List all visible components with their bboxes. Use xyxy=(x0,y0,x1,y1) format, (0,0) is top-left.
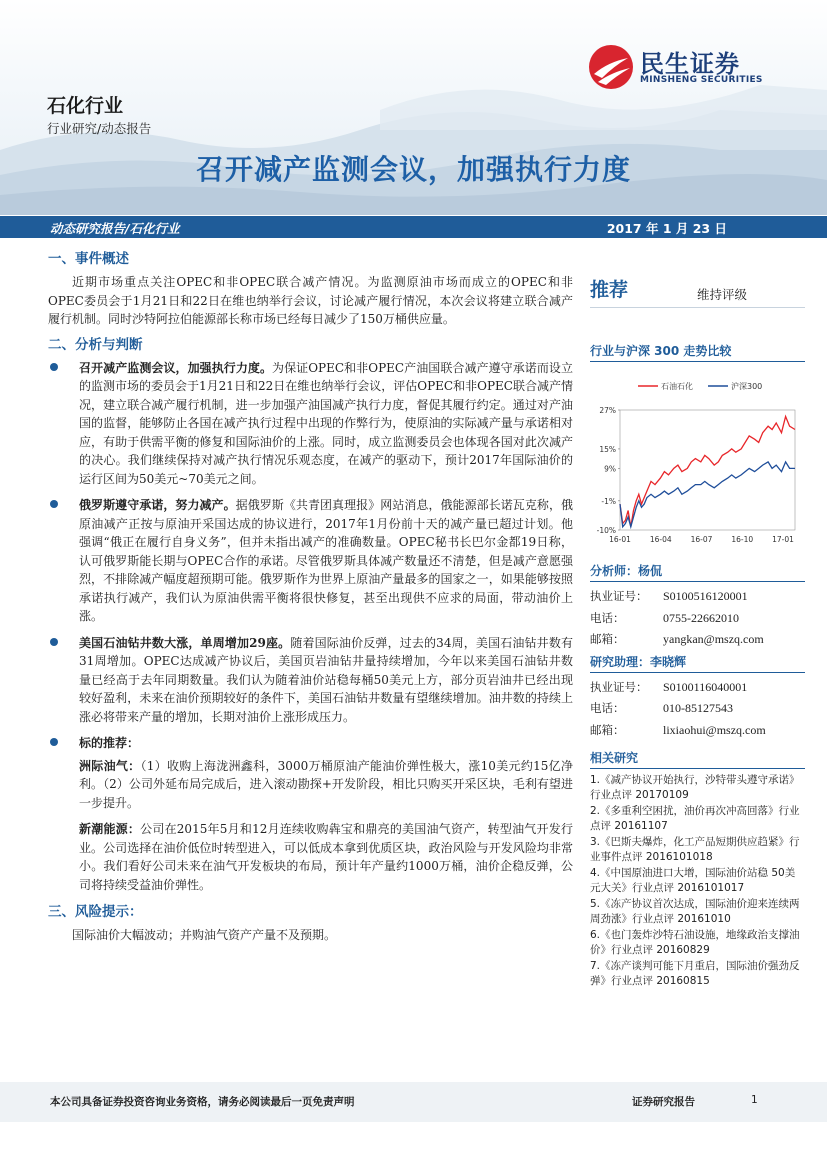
main-content xyxy=(48,249,573,951)
bullet-body: 随着国际油价反弹，过去的34周，美国石油钻井数有31周增加。OPEC达成减产协议后，美国页岩油钻井量持续增加，今年以来美国石油钻井数量已经高于去年同期数量。我们认为随着油价站稳每桶50美元上方，部分页岩油井已经出现较好盈利，未来在油价预期较好的条件下，美国石油钻井数量有望继续增加。油井数的持续上涨必将带来产量的增加，长期对油价上涨形成压力。 xyxy=(79,635,573,724)
plot-frame xyxy=(620,410,795,530)
logo-english-name: MINSHENG SECURITIES xyxy=(640,75,763,85)
analysis-bullet xyxy=(48,634,573,727)
stock-name: 新潮能源： xyxy=(79,822,141,836)
related-research-list xyxy=(590,773,805,989)
analysis-bullet xyxy=(48,359,573,489)
company-logo xyxy=(588,42,788,92)
assistant-info xyxy=(590,677,805,742)
bullet-heading: 美国石油钻井数大涨，单周增加29座。 xyxy=(79,635,291,650)
section-title-analysis: 二、分析与判断 xyxy=(48,336,143,353)
contact-value: lixiaohui@mszq.com xyxy=(663,722,766,737)
x-tick-label: 16-01 xyxy=(609,535,631,544)
report-kind: 行业研究/动态报告 xyxy=(47,121,152,136)
y-tick-label: -1% xyxy=(601,496,616,506)
legend-label: 沪深300 xyxy=(731,382,763,391)
contact-label: 电话： xyxy=(590,701,625,715)
stock-body: 公司在2015年5月和12月连续收购犇宝和鼎亮的美国油气资产，转型油气开发行业。公司选择在油价低位时转型进入，可以低成本拿到优质区块，政治风险与开发风险均非常小。我们看好公司未来在油气开发板块的布局，预计年产量约1000万桶，油价企稳反弹，公司将持续受益油价弹性。 xyxy=(79,822,573,892)
band-report-type: 动态研究报告/石化行业 xyxy=(50,221,180,236)
contact-label: 邮箱： xyxy=(590,632,625,646)
y-tick-label: 15% xyxy=(599,444,616,454)
page-title: 召开减产监测会议，加强执行力度 xyxy=(195,153,631,186)
contact-row xyxy=(590,586,805,608)
footer-disclaimer: 本公司具备证券投资咨询业务资格，请务必阅读最后一页免责声明 xyxy=(50,1096,355,1108)
contact-label: 电话： xyxy=(590,610,625,625)
industry-label: 石化行业 xyxy=(47,95,124,117)
y-tick-label: 27% xyxy=(599,406,616,415)
related-research-title: 相关研究 xyxy=(590,749,805,769)
bullet-dot-icon xyxy=(50,738,58,746)
analysis-bullet xyxy=(48,734,573,753)
y-tick-label: 9% xyxy=(604,464,616,474)
bullet-heading: 召开减产监测会议，加强执行力度。 xyxy=(79,360,273,375)
bullet-dot-icon xyxy=(50,638,58,646)
bullet-dot-icon xyxy=(50,363,58,371)
stock-recommendation xyxy=(79,757,573,813)
overview-paragraph: 近期市场重点关注OPEC和非OPEC联合减产情况。为监测原油市场而成立的OPEC和非OPEC委员会于1月21日和22日在维也纳举行会议，讨论减产履行情况，本次会议将建立联合减产履行机制。同时沙特阿拉伯能源部长称市场已经每日减少了150万桶供应量。 xyxy=(48,275,573,326)
contact-value: 010-85127543 xyxy=(663,701,733,715)
bullet-dot-icon xyxy=(50,500,58,508)
x-tick-label: 16-10 xyxy=(731,535,754,544)
legend-label: 石油石化 xyxy=(661,382,693,391)
bullet-body: 据俄罗斯《共青团真理报》网站消息，俄能源部长诺瓦克称，俄原油减产正按与原油开采国达成的协议进行，2017年1月份前十天的减产量已超过计划。他强调“俄正在履行自身义务”，但并未指出减产的准确数量。OPEC秘书长巴尔金都19日称，认可俄罗斯能长期与OPEC合作的承诺。尽管俄罗斯具体减产数量还不清楚，但是减产意愿强烈，不排除减产幅度超预期可能。俄罗斯作为世界上原油产量最多的国家之一，如果能够按照承诺执行减产，我们认为原油供需平衡将很快修复，甚至出现供不应求的局面，带动油价上涨。 xyxy=(79,498,573,623)
risk-paragraph: 国际油价大幅波动；并购油气资产产量不及预期。 xyxy=(72,928,337,942)
footer-label: 证券研究报告 xyxy=(632,1096,695,1108)
contact-value: yangkan@mszq.com xyxy=(663,632,764,646)
series-line-petrochemical xyxy=(620,417,795,527)
section-title-overview: 一、事件概述 xyxy=(48,251,129,267)
related-research-item[interactable]: 6.《也门轰炸沙特石油设施，地缘政治支撑油价》行业点评 20160829 xyxy=(590,929,800,956)
related-research-item[interactable]: 7.《冻产谈判可能下月重启，国际油价强劲反弹》行业点评 20160815 xyxy=(590,960,800,987)
contact-row xyxy=(590,720,805,742)
chart-title: 行业与沪深 300 走势比较 xyxy=(590,342,805,362)
contact-value: S0100116040001 xyxy=(663,679,748,694)
band-date: 2017 年 1 月 23 日 xyxy=(606,221,727,236)
sidebar xyxy=(590,249,805,990)
contact-row xyxy=(590,608,805,630)
logo-chinese-name: 民生证券 xyxy=(640,50,740,78)
contact-label: 执业证号： xyxy=(590,679,648,694)
contact-row xyxy=(590,698,805,720)
related-research-item[interactable]: 5.《冻产协议首次达成，国际油价迎来连续两周劲涨》行业点评 20161010 xyxy=(590,898,800,925)
stock-body: （1）收购上海泷洲鑫科，3000万桶原油产能油价弹性极大，涨10美元约15亿净利。（2）公司外延布局完成后，进入滚动勘探+开发阶段，相比只购买开采区块，毛利有望进一步提升。 xyxy=(79,758,573,810)
chart-container xyxy=(590,368,805,548)
page-number: 1 xyxy=(751,1094,758,1106)
analyst-info xyxy=(590,586,805,651)
trend-chart xyxy=(590,368,805,548)
rating-note: 维持评级 xyxy=(697,287,748,302)
x-tick-label: 17-01 xyxy=(772,535,794,544)
related-research-item[interactable]: 3.《巴斯夫爆炸，化工产品短期供应趋紧》行业事件点评 2016101018 xyxy=(590,836,800,863)
x-tick-label: 16-07 xyxy=(690,535,713,544)
rating-box xyxy=(590,249,805,308)
contact-value: 0755-22662010 xyxy=(663,610,739,625)
contact-label: 执业证号： xyxy=(590,589,648,603)
contact-value: S0100516120001 xyxy=(663,589,748,603)
contact-row xyxy=(590,629,805,651)
assistant-title: 研究助理：李晓辉 xyxy=(590,653,805,673)
contact-label: 邮箱： xyxy=(590,722,625,737)
analysis-bullet xyxy=(48,496,573,626)
rating-value: 推荐 xyxy=(590,279,629,301)
minsheng-swoosh-icon xyxy=(588,44,634,90)
contact-row xyxy=(590,677,805,699)
related-research-item[interactable]: 4.《中国原油进口大增，国际油价站稳 50美元大关》行业点评 2016101017 xyxy=(590,867,796,894)
section-title-risk: 三、风险提示： xyxy=(48,904,143,920)
x-tick-label: 16-04 xyxy=(649,535,672,544)
bullet-heading: 俄罗斯遵守承诺，努力减产。 xyxy=(79,498,236,512)
bullet-body: 为保证OPEC和非OPEC产油国联合减产遵守承诺而设立的监测市场的委员会于1月21日和22日在维也纳举行会议，评估OPEC和非OPEC联合减产情况，建立联合减产履行机制，进一步加强产油国减产执行力度，督促其履行约定。通过对产油国的监督，能够防止各国在减产执行过程中出现的作弊行为，使原油的实际减产量与承诺相对应，有助于供需平衡的修复和国际油价的上涨。同时，成立监测委员会也体现各国对此次减产的决心。我们继续保持对减产执行情况乐观态度，在减产的驱动下，预计2017年国际油价的运行区间为50美元~70美元之间。 xyxy=(79,360,573,486)
analyst-title: 分析师：杨侃 xyxy=(590,562,805,582)
related-research-item[interactable]: 2.《多重利空困扰，油价再次冲高回落》行业点评 20161107 xyxy=(590,805,800,832)
stock-recommendation xyxy=(79,820,573,894)
related-research-item[interactable]: 1.《减产协议开始执行，沙特带头遵守承诺》行业点评 20170109 xyxy=(590,774,800,801)
y-tick-label: -10% xyxy=(596,526,616,535)
bullet-heading: 标的推荐： xyxy=(79,736,140,750)
stock-name: 洲际油气： xyxy=(79,758,141,773)
